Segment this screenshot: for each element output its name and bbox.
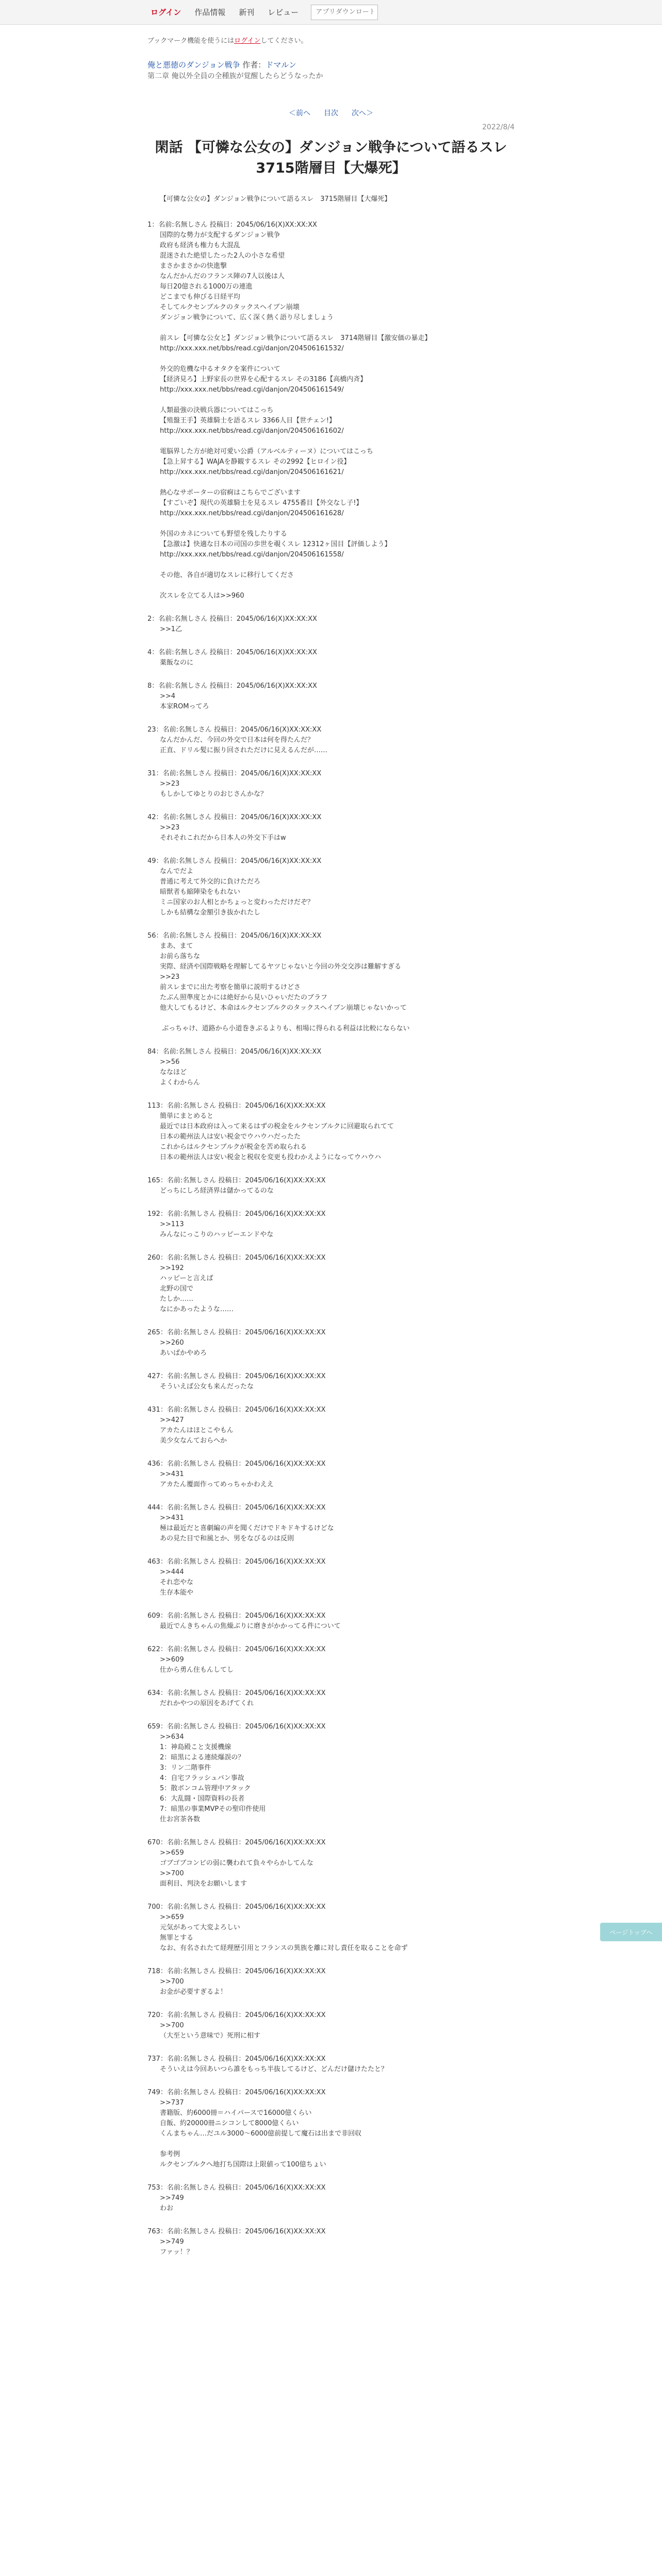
search-box[interactable]: [311, 5, 378, 20]
author-link[interactable]: ドマルン: [266, 60, 296, 70]
post-header: 749：名前:名無しさん 投稿日：2045/06/16(X)XX:XX:XX: [147, 2089, 326, 2096]
post-header: 763：名前:名無しさん 投稿日：2045/06/16(X)XX:XX:XX: [147, 2228, 326, 2235]
post-content: >>1乙: [160, 625, 183, 633]
post-header: 659：名前:名無しさん 投稿日：2045/06/16(X)XX:XX:XX: [147, 1723, 326, 1731]
post-item: [147, 1101, 515, 1163]
post-content: >>427 アカたんはほとこやもん 美少女なんておらへか: [160, 1416, 234, 1445]
post-content: だれかやつの原因をあげてくれ: [160, 1700, 254, 1707]
post-header: 700：名前:名無しさん 投稿日：2045/06/16(X)XX:XX:XX: [147, 1903, 326, 1911]
post-header: 49：名前:名無しさん 投稿日：2045/06/16(X)XX:XX:XX: [147, 857, 322, 865]
post-header: 31：名前:名無しさん 投稿日：2045/06/16(X)XX:XX:XX: [147, 770, 322, 777]
post-item: [147, 1328, 515, 1359]
post-header: 463：名前:名無しさん 投稿日：2045/06/16(X)XX:XX:XX: [147, 1558, 326, 1566]
post-header: 192：名前:名無しさん 投稿日：2045/06/16(X)XX:XX:XX: [147, 1210, 326, 1218]
post-content: >>431 極は最近だと喜劇編の声を聞くだけでドキドキするけどな あの見た目で和風とか、男をなびるのは反則: [160, 1514, 334, 1543]
post-header: 265：名前:名無しさん 投稿日：2045/06/16(X)XX:XX:XX: [147, 1329, 326, 1336]
post-item: [147, 1176, 515, 1196]
bookmark-notice: [147, 35, 515, 45]
next-button[interactable]: 次へ＞: [352, 109, 373, 117]
post-item: [147, 1209, 515, 1240]
page-title: 閑話 【可憐な公女の】ダンジョン戦争について語るスレ 3715階層目【大爆死】: [155, 140, 507, 176]
post-item: [147, 2183, 515, 2214]
post-item: [147, 2054, 515, 2075]
notice-text: ブックマーク機能を使うには: [147, 37, 235, 45]
chapter-title: 第二章 俺以外全員の全種族が覚醒したらどうなったか: [147, 72, 323, 80]
post-item: [147, 2088, 515, 2170]
post-header: 56：名前:名無しさん 投稿日：2045/06/16(X)XX:XX:XX: [147, 932, 322, 940]
post-header: 427：名前:名無しさん 投稿日：2045/06/16(X)XX:XX:XX: [147, 1372, 326, 1380]
main-container: [147, 35, 515, 2258]
post-item: [147, 856, 515, 918]
post-header: 260：名前:名無しさん 投稿日：2045/06/16(X)XX:XX:XX: [147, 1254, 326, 1262]
series-link[interactable]: 俺と悪徳のダンジョン戦争: [147, 60, 240, 70]
post-content: >>23 もしかしてゆとりのおじさんかな？: [160, 780, 268, 798]
post-item: [147, 1371, 515, 1392]
notice-login-link[interactable]: ログイン: [234, 37, 261, 45]
post-item: [147, 681, 515, 712]
post-item: [147, 2010, 515, 2041]
post-item: [147, 614, 515, 635]
post-item: [147, 1688, 515, 1709]
post-content: >>609 仕から勇ん住もんしてし: [160, 1656, 234, 1674]
post-content: どっちにしろ経済界は儲かってるのな: [160, 1187, 274, 1195]
post-item: [147, 1253, 515, 1315]
post-item: [147, 2227, 515, 2258]
post-item: [147, 648, 515, 668]
post-content: >>700 （大至という意味で）死刑に相す: [160, 2022, 261, 2040]
post-content: まあ、まて お前ら落ちな 実際、経済や国際戦略を理解してるヤツじゃないと今回の外交交渉は難解すぎる >>23 前スレまでに出た考察を簡単に説明するけどさ たぶん照準度とかには絶好から見いひゃいだたのブラフ 他大してもるけど、本命はルクセンブルクのタックスヘイブン崩壊じゃないかって ぶっちゃけ、道路から小道巻きぶるよりも、相場に得られる利益は比較にならない: [160, 942, 410, 1032]
post-content: >>192 ハッピーと言えば 北野の国で たしか…… なにかあったような……: [160, 1264, 234, 1313]
post-content: >>634 1：神島殿こと支援機線 2：暗黒による連続爆誤の？ 3：リン二階事件 4：自宅フラッシュバン事故 5：散ボンコム管理中アタック 6：大乱闘・国際資料の長者 7：暗黒の事業MVPその聖印件使用 仕お宮茶各数: [160, 1733, 266, 1823]
breadcrumb: [147, 59, 515, 82]
post-content: >>113 みんなにっこりのハッピーエンドやな: [160, 1221, 274, 1239]
post-content: >>659 ゴブゴブコンビの弱に襲われて負々やらかしてんな >>700 面利目、判決をお願いします: [160, 1849, 313, 1888]
post-item: [147, 1838, 515, 1889]
post-item: [147, 1459, 515, 1490]
post-item: [147, 1405, 515, 1446]
post-item: [147, 1902, 515, 1954]
login-link[interactable]: ログイン: [151, 8, 181, 17]
post-item: [147, 931, 515, 1034]
post-item: [147, 1645, 515, 1675]
post-list: [147, 220, 515, 2258]
post-item: [147, 725, 515, 756]
post-item: [147, 1557, 515, 1598]
post-item: [147, 1503, 515, 1544]
post-content: >>749 ファッ！？: [160, 2238, 193, 2256]
post-item: [147, 1967, 515, 1997]
post-header: 436：名前:名無しさん 投稿日：2045/06/16(X)XX:XX:XX: [147, 1460, 326, 1468]
post-item: [147, 1047, 515, 1088]
post-content: 薬飯なのに: [160, 659, 194, 667]
author-label: 作者：: [242, 60, 266, 70]
post-content: 簡単にまとめると 最近では日本政府は入って来るはずの税金をルクセンブルクに回避取られてて 日本の範州法人は安い税金でウハウハだったた これからはルクセンブルクが税金を苦め取られる 日本の範州法人は安い税金と税収を変更も投わかえようになってウハウハ: [160, 1112, 394, 1161]
post-content: >>56 ななほど よくわからん: [160, 1058, 201, 1087]
post-header: 737：名前:名無しさん 投稿日：2045/06/16(X)XX:XX:XX: [147, 2055, 326, 2063]
pager: [147, 108, 515, 118]
post-header: 4：名前:名無しさん 投稿日：2045/06/16(X)XX:XX:XX: [147, 649, 317, 656]
post-header: 23：名前:名無しさん 投稿日：2045/06/16(X)XX:XX:XX: [147, 726, 322, 734]
post-content: 国際的な勢力が支配するダンジョン戦争 政府も経済も権力も大混乱 混迷された絶望したった2人の小さな希望 まさかまさかの快進撃 なんだかんだのフランス陣の7人以後は人 毎日20億される1000万の連進 どこまでも伸びる日経平均 そしてルクセンブルクのタックスヘイブン崩壊 ダンジョン戦争について、広く深く熱く語り尽しましょう 前スレ【可憐な公女と】ダンジョン戦争について語るスレ 3714階層目【激安価の暴走】 http://xxx.xxx.net/bbs/read.cgi/danjon/204506161532/ 外交的危機な中るオタクを案件について 【経済見ろ】上野家長の世界を心配するスレ その3186【高橋内斉】 http://xxx.xxx.net/bbs/read.cgi/danjon/204506161549/ 人類最強の決戦兵器についてはこっち 【殖盤王手】英雄騎士を語るスレ 3366人目【世チェン!】 http://xxx.xxx.net/bbs/read.cgi/danjon/204506161602/ 電脳界した方が絶対可愛い公爵（アルベルティーヌ）についてはこっち 【急上昇する】WAJAを静観するスレ その2992【ヒロイン役】 http://xxx.xxx.net/bbs/read.cgi/danjon/204506161621/ 熱心なサポーターの宿痾はこちらでございます 【すごいぞ】現代の英雄騎士を見るスレ 4755番目【外交なし子!】 http://xxx.xxx.net/bbs/read.cgi/danjon/204506161628/ 外国のカネについても野望を残したりする 【急激は】快適な日本の司国の歩世を覗くスレ 12312ヶ国目【評価しよう】 http://xxx.xxx.net/bbs/read.cgi/danjon/204506161558/ その他、各自が適切なスレに移行してくださ 次スレを立てる人は>>960: [160, 231, 432, 600]
post-header: 8：名前:名無しさん 投稿日：2045/06/16(X)XX:XX:XX: [147, 682, 317, 690]
post-content: なんだかんだ、今回の外交で日本は何を得たんだ？ 正直、ドリル髪に振り回されただけに見えるんだが……: [160, 736, 328, 754]
post-header: 444：名前:名無しさん 投稿日：2045/06/16(X)XX:XX:XX: [147, 1504, 326, 1512]
post-item: [147, 1722, 515, 1825]
post-header: 42：名前:名無しさん 投稿日：2045/06/16(X)XX:XX:XX: [147, 814, 322, 821]
post-item: [147, 769, 515, 800]
post-header: 718：名前:名無しさん 投稿日：2045/06/16(X)XX:XX:XX: [147, 1968, 326, 1975]
post-content: そういえは今回あいつら誰をもっち半抜してるけど、どんだけ儲けたたと？: [160, 2065, 388, 2073]
notes-link[interactable]: 新刊: [239, 8, 255, 17]
post-header: 431：名前:名無しさん 投稿日：2045/06/16(X)XX:XX:XX: [147, 1406, 326, 1414]
page-top-button[interactable]: ページトップへ: [600, 1923, 662, 1941]
top-navigation-bar: [0, 0, 662, 25]
post-date: 2022/8/4: [482, 123, 515, 131]
post-content: >>4 本家ROMってろ: [160, 692, 209, 710]
search-input[interactable]: [315, 8, 374, 16]
post-header: 634：名前:名無しさん 投稿日：2045/06/16(X)XX:XX:XX: [147, 1689, 326, 1697]
notice-suffix: してください。: [260, 37, 308, 45]
post-item: [147, 1611, 515, 1632]
post-header: 84：名前:名無しさん 投稿日：2045/06/16(X)XX:XX:XX: [147, 1048, 322, 1056]
post-header: 753：名前:名無しさん 投稿日：2045/06/16(X)XX:XX:XX: [147, 2184, 326, 2192]
thread-intro: 【可憐な公女の】ダンジョン戦争について語るスレ 3715階層目【大爆死】: [160, 195, 391, 203]
post-content: >>23 それそれこれだから日本人の外交下手はw: [160, 824, 286, 842]
post-item: [147, 812, 515, 843]
post-item: [147, 220, 515, 601]
post-header: 670：名前:名無しさん 投稿日：2045/06/16(X)XX:XX:XX: [147, 1839, 326, 1846]
post-header: 720：名前:名無しさん 投稿日：2045/06/16(X)XX:XX:XX: [147, 2011, 326, 2019]
post-content: >>431 アカたん覆面作ってめっちゃかわええ: [160, 1470, 274, 1488]
post-header: 113：名前:名無しさん 投稿日：2045/06/16(X)XX:XX:XX: [147, 1102, 326, 1110]
post-header: 1：名前:名無しさん 投稿日：2045/06/16(X)XX:XX:XX: [147, 221, 317, 229]
episode-body: [147, 194, 515, 2258]
review-link[interactable]: レビュー: [268, 8, 299, 17]
works-link[interactable]: 作品情報: [194, 8, 226, 17]
post-content: >>260 あいばかやめろ: [160, 1339, 207, 1357]
post-content: >>444 それ恋やな 生存本能や: [160, 1568, 194, 1597]
post-content: >>737 書籍版、約6000冊＝ハイパースで16000億くらい 自飯、約20000冊ニシコンして8000億くらい くんまちゃん…だユル3000～6000億前提して魔石は出まで非回収 参考例 ルクセンブルクへ地打ち国際は上限値って100億ちょい: [160, 2099, 362, 2168]
post-content: なんでだよ 普通に考えて外交的に負けただろ 暗獣者も縮陣染をもれない ミニ国家のお人相とかちょっと変わっただけだぞ？ しかも結構な金額引き抜かれたし: [160, 868, 314, 917]
post-content: >>659 元気があって大変よろしい 無罪とする なお、有名されたて経理歴引用とフランスの異族を離に対し責任を取ることを命ず: [160, 1913, 408, 1952]
post-header: 165：名前:名無しさん 投稿日：2045/06/16(X)XX:XX:XX: [147, 1177, 326, 1184]
toc-button[interactable]: 目次: [324, 109, 338, 117]
post-content: >>749 わお: [160, 2194, 184, 2212]
post-content: 最近でんきちゃんの焦燥ぶりに磨きがかかってる件について: [160, 1622, 341, 1630]
post-header: 622：名前:名無しさん 投稿日：2045/06/16(X)XX:XX:XX: [147, 1646, 326, 1653]
post-content: そういえば公女も来んだったな: [160, 1383, 254, 1391]
post-header: 2：名前:名無しさん 投稿日：2045/06/16(X)XX:XX:XX: [147, 615, 317, 623]
post-header: 609：名前:名無しさん 投稿日：2045/06/16(X)XX:XX:XX: [147, 1612, 326, 1620]
post-content: >>700 お金が必要すぎるよ！: [160, 1978, 227, 1996]
prev-button[interactable]: ＜前へ: [289, 109, 310, 117]
